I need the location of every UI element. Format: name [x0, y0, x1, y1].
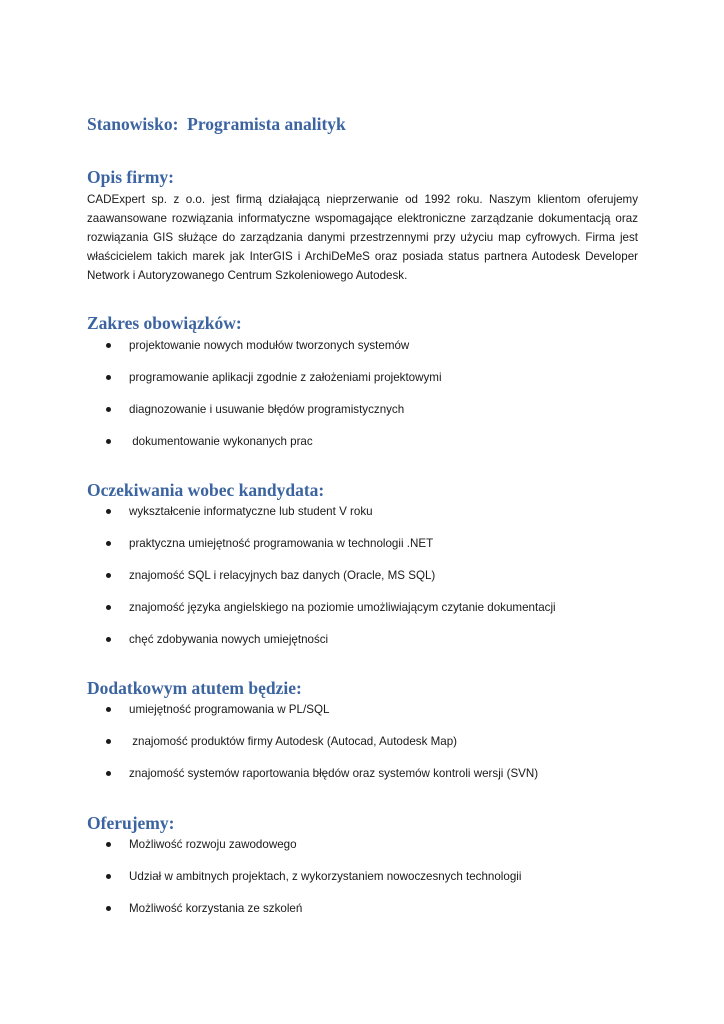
position-title: Stanowisko: Programista analityk — [87, 114, 346, 134]
bullet-icon — [106, 605, 111, 610]
bullet-icon — [106, 707, 111, 712]
bullet-icon — [106, 573, 111, 578]
bonus-heading: Dodatkowym atutem będzie: — [87, 678, 302, 698]
bullet-icon — [106, 509, 111, 514]
list-item-text: znajomość systemów raportowania błędów oraz systemów kontroli wersji (SVN) — [129, 767, 539, 780]
bullet-icon — [106, 541, 111, 546]
responsibilities-heading: Zakres obowiązków: — [87, 313, 242, 333]
bullet-icon — [106, 906, 111, 911]
bullet-icon — [106, 739, 111, 744]
company-description: CADExpert sp. z o.o. jest firmą działającą nieprzerwanie od 1992 roku. Naszym klientom oferujemy zaawansowane rozwiązania informatyczne wspomagające elektroniczne zarządzanie dokumentacją oraz rozwiązania GIS służące do zarządzania danymi przestrzennymi przy użyciu map cyfrowych. Firma jest właścicielem takich marek jak InterGIS i ArchiDeMeS oraz posiada status partnera Autodesk Developer Network i Autoryzowanego Centrum Szkoleniowego Autodesk. — [87, 193, 638, 282]
bullet-icon — [106, 343, 111, 348]
requirements-heading: Oczekiwania wobec kandydata: — [87, 480, 325, 500]
bullet-icon — [106, 874, 111, 879]
list-item-text: Udział w ambitnych projektach, z wykorzystaniem nowoczesnych technologii — [129, 870, 522, 883]
list-item-text: Możliwość korzystania ze szkoleń — [129, 902, 303, 915]
list-item-text: znajomość języka angielskiego na poziomie umożliwiającym czytanie dokumentacji — [129, 601, 556, 614]
list-item-text: diagnozowanie i usuwanie błędów programistycznych — [129, 403, 405, 416]
company-heading: Opis firmy: — [87, 167, 175, 187]
bullet-icon — [106, 439, 111, 444]
list-item-text: znajomość produktów firmy Autodesk (Autocad, Autodesk Map) — [129, 735, 458, 748]
bullet-icon — [106, 375, 111, 380]
bullet-icon — [106, 637, 111, 642]
bullet-icon — [106, 842, 111, 847]
list-item-text: znajomość SQL i relacyjnych baz danych (Oracle, MS SQL) — [129, 569, 436, 582]
bullet-icon — [106, 771, 111, 776]
list-item-text: umiejętność programowania w PL/SQL — [129, 703, 330, 716]
list-item-text: programowanie aplikacji zgodnie z założeniami projektowymi — [129, 371, 442, 384]
list-item-text: chęć zdobywania nowych umiejętności — [129, 633, 329, 646]
list-item-text: Możliwość rozwoju zawodowego — [129, 838, 297, 851]
bullet-icon — [106, 407, 111, 412]
list-item-text: praktyczna umiejętność programowania w technologii .NET — [129, 537, 434, 550]
offer-heading: Oferujemy: — [87, 813, 175, 833]
list-item-text: dokumentowanie wykonanych prac — [129, 435, 313, 448]
list-item-text: projektowanie nowych modułów tworzonych systemów — [129, 339, 410, 352]
list-item-text: wykształcenie informatyczne lub student V roku — [129, 505, 373, 518]
